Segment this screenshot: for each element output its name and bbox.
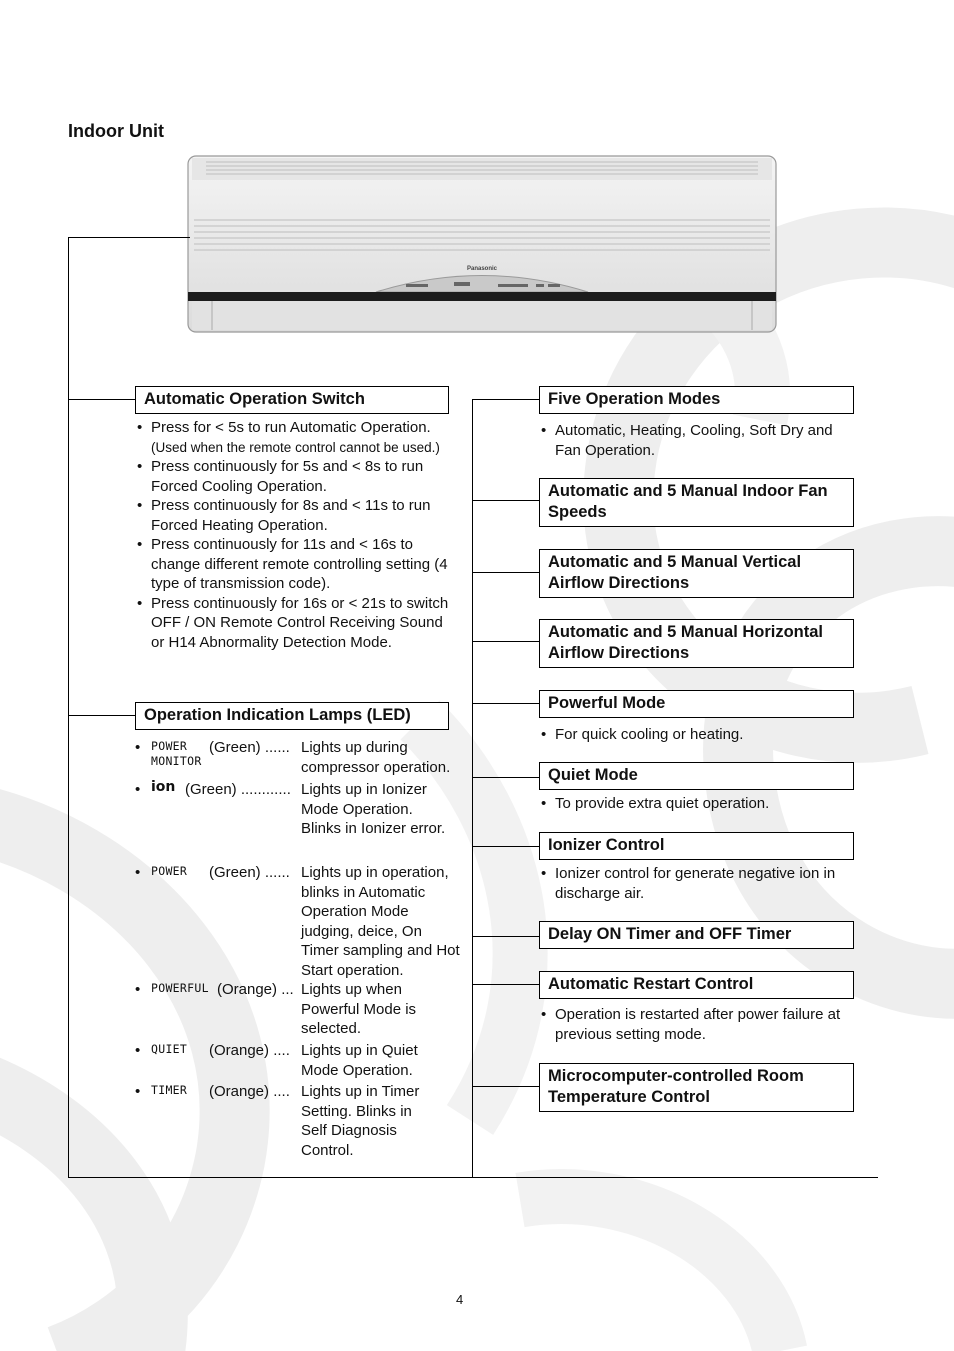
ionizer-heading: Ionizer Control <box>539 832 854 860</box>
led-color: (Green) ...... <box>209 864 290 881</box>
led-description: Lights up in Ionizer Mode Operation. Blinks in Ionizer error. <box>301 781 446 837</box>
unit-connector-line <box>68 237 190 238</box>
led-item-ion: • ion (Green) ............ Lights up in Ionizer Mode Operation. Blinks in Ionizer error. <box>135 780 465 860</box>
indoor-unit-illustration <box>186 154 778 334</box>
left-connector-line <box>68 237 69 1178</box>
connector-modes <box>472 399 540 400</box>
led-item-powerful: • POWERFUL (Orange) ... Lights up when Powerful Mode is selected. <box>135 980 465 1040</box>
connector-led <box>68 715 136 716</box>
quiet-list <box>539 794 839 814</box>
powerful-list <box>539 725 839 745</box>
vertical-airflow-heading: Automatic and 5 Manual Vertical Airflow Directions <box>539 549 854 598</box>
list-item: • Press continuously for 11s and < 16s to change different remote controlling setting (4 type of transmission code). <box>135 535 455 594</box>
list-item: • Ionizer control for generate negative ion in discharge air. <box>539 864 844 903</box>
list-item: • Operation is restarted after power failure at previous setting mode. <box>539 1005 849 1044</box>
connector-powerful <box>472 703 540 704</box>
led-color: (Green) ...... <box>209 739 290 756</box>
list-item: • Press for < 5s to run Automatic Operation. (Used when the remote control cannot be used.) <box>135 418 455 457</box>
auto-restart-heading: Automatic Restart Control <box>539 971 854 999</box>
led-label: TIMER <box>151 1083 188 1097</box>
led-color: (Orange) ... <box>217 981 294 998</box>
connector-quiet <box>472 777 540 778</box>
connector-horizontal <box>472 641 540 642</box>
list-item: • Press continuously for 5s and < 8s to run Forced Cooling Operation. <box>135 457 455 496</box>
connector-micro <box>472 1086 540 1087</box>
led-label: POWER MONITOR <box>151 739 202 768</box>
led-description: Lights up in Quiet Mode Operation. <box>301 1042 418 1079</box>
page-title: Indoor Unit <box>68 121 164 141</box>
connector-auto-switch <box>68 399 136 400</box>
led-description: Lights up when Powerful Mode is selected. <box>301 981 417 1037</box>
led-color: (Orange) .... <box>209 1083 290 1100</box>
microcomputer-heading: Microcomputer-controlled Room Temperature Control <box>539 1063 854 1112</box>
modes-list <box>539 421 839 460</box>
ionizer-list <box>539 864 844 903</box>
led-label: ion <box>151 779 176 795</box>
auto-switch-heading: Automatic Operation Switch <box>135 386 449 414</box>
list-item: • Press continuously for 16s or < 21s to switch OFF / ON Remote Control Receiving Sound or H14 Abnormality Detection Mode. <box>135 594 455 653</box>
led-color: (Green) ............ <box>185 781 291 798</box>
page-number: 4 <box>456 1292 464 1307</box>
led-label: POWERFUL <box>151 981 209 995</box>
list-item: • Press continuously for 8s and < 11s to run Forced Heating Operation. <box>135 496 455 535</box>
connector-restart <box>472 984 540 985</box>
led-color: (Orange) .... <box>209 1042 290 1059</box>
fan-speeds-heading: Automatic and 5 Manual Indoor Fan Speeds <box>539 478 854 527</box>
modes-heading: Five Operation Modes <box>539 386 854 414</box>
list-item: • Automatic, Heating, Cooling, Soft Dry and Fan Operation. <box>539 421 839 460</box>
led-description: Lights up during compressor operation. <box>301 739 451 776</box>
horizontal-airflow-heading: Automatic and 5 Manual Horizontal Airflow Directions <box>539 619 854 668</box>
led-item-power-monitor: • POWER MONITOR (Green) ...... Lights up during compressor operation. <box>135 738 465 778</box>
led-item-quiet: • QUIET (Orange) .... Lights up in Quiet Mode Operation. <box>135 1041 465 1081</box>
led-description: Lights up in operation, blinks in Automatic Operation Mode judging, deice, On Timer sampling and Hot Start operation. <box>301 864 460 979</box>
brand-logo-text: Panasonic <box>466 266 498 272</box>
led-label: POWER <box>151 864 188 878</box>
timer-heading: Delay ON Timer and OFF Timer <box>539 921 854 949</box>
connector-vertical <box>472 572 540 573</box>
led-description: Lights up in Timer Setting. Blinks in Self Diagnosis Control. <box>301 1083 420 1159</box>
led-item-power: • POWER (Green) ...... Lights up in operation, blinks in Automatic Operation Mode judging, deice, On Timer sampling and Hot Start operation. <box>135 864 460 979</box>
powerful-mode-heading: Powerful Mode <box>539 690 854 718</box>
connector-timer <box>472 936 540 937</box>
list-item: • For quick cooling or heating. <box>539 725 839 745</box>
connector-fan <box>472 500 540 501</box>
led-item-timer: • TIMER (Orange) .... Lights up in Timer Setting. Blinks in Self Diagnosis Control. <box>135 1082 465 1162</box>
list-item: • To provide extra quiet operation. <box>539 794 839 814</box>
bottom-connector-line <box>68 1177 878 1178</box>
restart-list <box>539 1005 849 1044</box>
middle-connector-line <box>472 399 473 1178</box>
connector-ionizer <box>472 846 540 847</box>
quiet-mode-heading: Quiet Mode <box>539 762 854 790</box>
led-heading: Operation Indication Lamps (LED) <box>135 702 449 730</box>
auto-switch-list <box>135 418 455 652</box>
led-label: QUIET <box>151 1042 188 1056</box>
